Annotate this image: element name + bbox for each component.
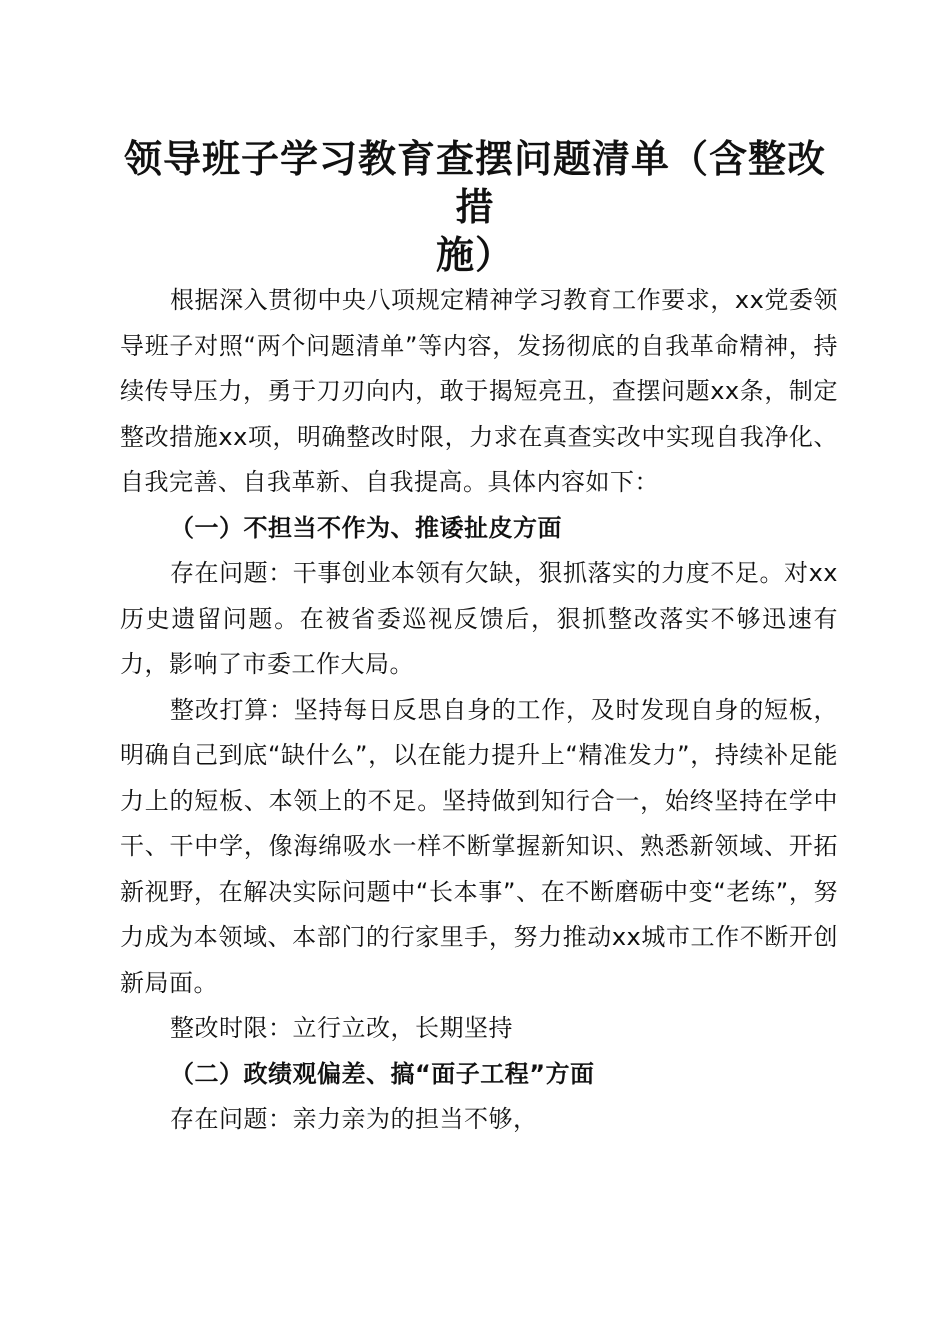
document-title (120, 135, 830, 279)
intro-paragraph: 根据深入贯彻中央八项规定精神学习教育工作要求，xx党委领导班子对照“两个问题清单”等内容，发扬彻底的自我革命精神，持续传导压力，勇于刀刃向内，敢于揭短亮丑，查摆问题xx条，制定整改措施xx项，明确整改时限，力求在真查实改中实现自我净化、自我完善、自我革新、自我提高。具体内容如下： (120, 286, 838, 496)
section-1-deadline: 整改时限：立行立改，长期坚持 (170, 1014, 513, 1042)
document-body (120, 278, 838, 1143)
section-1-plan: 整改打算：坚持每日反思自身的工作，及时发现自身的短板，明确自己到底“缺什么”，以在能力提升上“精准发力”，持续补足能力上的短板、本领上的不足。坚持做到知行合一，始终坚持在学中干、干中学，像海绵吸水一样不断掌握新知识、熟悉新领域、开拓新视野，在解决实际问题中“长本事”、在不断磨砺中变“老练”，努力成为本领域、本部门的行家里手，努力推动xx城市工作不断开创新局面。 (120, 695, 838, 997)
title-line-2: 施） (435, 232, 514, 277)
title-line-1: 领导班子学习教育查摆问题清单（含整改措 (123, 136, 826, 229)
section-2-heading: （二）政绩观偏差、搞“面子工程”方面 (170, 1059, 595, 1088)
section-2-problem: 存在问题：亲力亲为的担当不够， (170, 1105, 538, 1133)
section-1-problem: 存在问题：干事创业本领有欠缺，狠抓落实的力度不足。对xx历史遗留问题。在被省委巡视反馈后，狠抓整改落实不够迅速有力，影响了市委工作大局。 (120, 559, 838, 678)
section-1-heading: （一）不担当不作为、推诿扯皮方面 (170, 513, 562, 542)
